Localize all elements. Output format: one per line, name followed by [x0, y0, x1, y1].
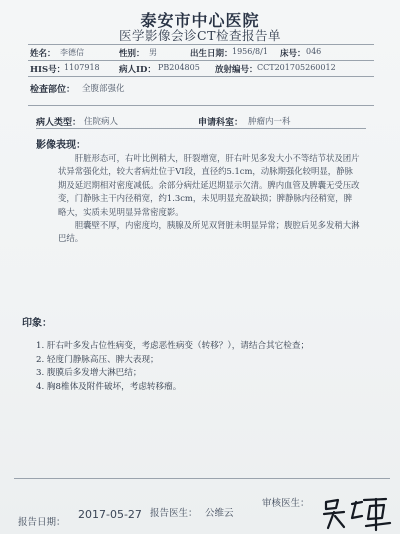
- patient-type-label: 病人类型：: [36, 118, 82, 128]
- findings-text: [58, 152, 360, 246]
- patient-row-rule: [28, 60, 374, 61]
- patient-sex: 男: [149, 48, 157, 57]
- report-date-label: 报告日期：: [18, 517, 66, 528]
- sex-label: 性别：: [119, 49, 145, 59]
- patient-dob: 1956/8/1: [232, 47, 268, 56]
- reporter-name: 公维云: [205, 508, 234, 519]
- patient-type-value: 住院病人: [84, 117, 119, 127]
- header-top-rule: [28, 44, 374, 45]
- impression-item: 3. 腹膜后多发增大淋巴结；: [36, 368, 142, 379]
- findings-label: 影像表现：: [36, 140, 86, 151]
- reviewer-signature: [322, 496, 394, 532]
- department-value: 肿瘤内一科: [248, 117, 291, 127]
- film-label: 放射编号：: [215, 65, 258, 75]
- impression-label: 印象：: [22, 318, 52, 329]
- report-title: 医学影像会诊CT检查报告单: [119, 28, 281, 43]
- footer-top-rule: [14, 478, 390, 479]
- exam-value: 全腹部强化: [82, 84, 125, 94]
- reporter-label: 报告医生：: [150, 508, 198, 519]
- impression-item: 1. 肝右叶多发占位性病变，考虑恶性病变（转移？），请结合其它检查；: [36, 341, 310, 351]
- name-label: 姓名：: [30, 49, 56, 59]
- reviewer-label: 审核医生：: [262, 498, 310, 509]
- his-label: HIS号：: [30, 65, 66, 75]
- exam-label: 检查部位：: [30, 85, 76, 95]
- patient-bed: 046: [306, 47, 322, 56]
- dept-rule: [36, 128, 366, 129]
- report-date: 2017-05-27: [78, 508, 142, 521]
- impression-item: 4. 胸8椎体及附件破坏，考虑转移瘤。: [36, 381, 182, 392]
- findings-paragraph-2: 胆囊壁不厚，内密度均，胰腺及所见双肾脏未明显异常；腹腔后见多发稍大淋巴结。: [58, 220, 360, 244]
- department-label: 申请科室：: [198, 118, 244, 128]
- patient-info-rule: [28, 76, 374, 77]
- patient-film-no: CCT201705260012: [257, 63, 336, 72]
- exam-rule: [28, 105, 374, 106]
- impression-item: 2. 轻度门静脉高压、脾大表现；: [36, 354, 159, 365]
- patient-case-id: PB204805: [158, 63, 200, 72]
- findings-paragraph-1: 肝脏形态可，右叶比例稍大，肝裂增宽，肝右叶见多发大小不等结节状及团片状异常强化灶，较大者病灶位于VI段，直径约5.1cm，动脉期强化较明显，静脉期及延迟期相对密度减低。余部分病灶延迟期显示欠清。脾内血管及脾囊无受压改变，门静脉主干内径稍宽，约1.3cm，未见明显充盈缺损；脾静脉内径稍宽，脾略大，实质未见明显异常密度影。: [58, 153, 360, 217]
- patient-name: 李德信: [60, 48, 84, 57]
- impression-list: [36, 340, 366, 394]
- hospital-name: 泰安市中心医院: [140, 11, 260, 30]
- case-label: 病人ID：: [119, 65, 156, 75]
- dob-label: 出生日期：: [190, 49, 233, 59]
- bed-label: 床号：: [280, 49, 306, 59]
- patient-his: 1107918: [64, 63, 100, 72]
